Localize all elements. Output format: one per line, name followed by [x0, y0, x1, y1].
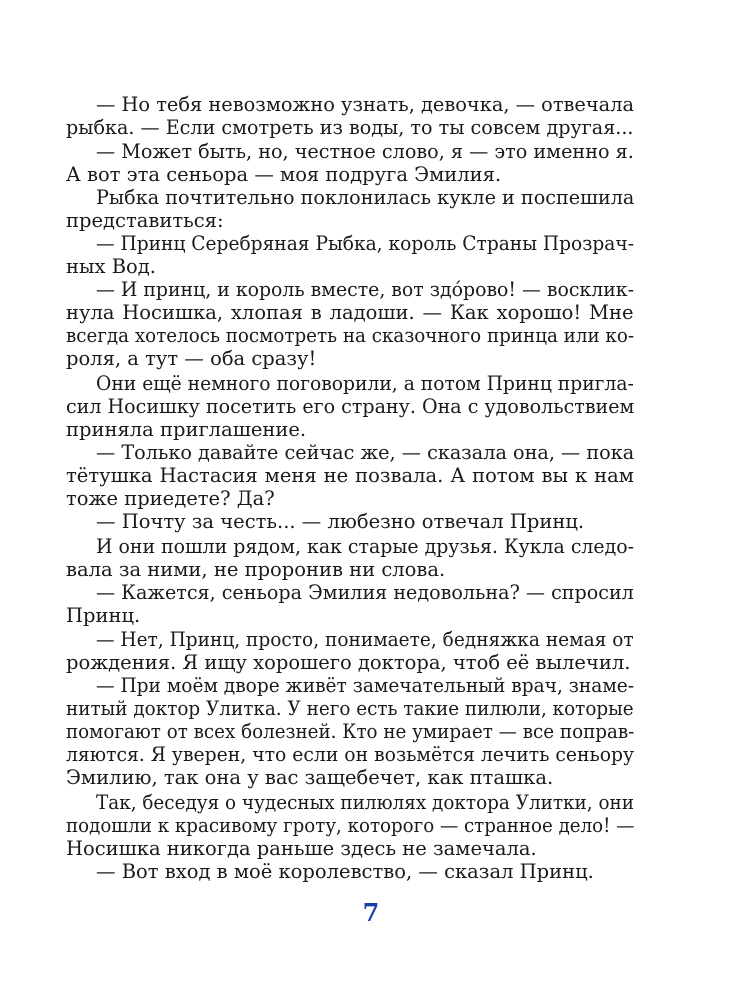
- text-line: — Только давайте сейчас же, — сказала она, — пока: [96, 441, 635, 464]
- text-line: — Вот вход в моё королевство, — сказал Принц.: [96, 860, 594, 883]
- text-line: подошли к красивому гроту, которого — странное дело! —: [66, 814, 635, 837]
- text-line: рыбка. — Если смотреть из воды, то ты совсем другая...: [66, 116, 634, 139]
- text-line: И они пошли рядом, как старые друзья. Кукла следо-: [96, 535, 635, 558]
- text-line: ляются. Я уверен, что если он возьмётся лечить сеньору: [66, 743, 635, 766]
- text-line: — Нет, Принц, просто, понимаете, бедняжка немая от: [96, 628, 634, 651]
- text-line: — Может быть, но, честное слово, я — это именно я.: [96, 140, 634, 163]
- text-line: вала за ними, не проронив ни слова.: [66, 558, 446, 581]
- text-line: Эмилию, так она у вас защебечет, как пташка.: [66, 766, 554, 789]
- text-line: А вот эта сеньора — моя подруга Эмилия.: [66, 163, 502, 186]
- text-line: — Кажется, сеньора Эмилия недовольна? — спросил: [96, 581, 634, 604]
- text-line: нитый доктор Улитка. У него есть такие пилюли, которые: [66, 697, 634, 720]
- text-line: — И принц, и король вместе, вот здо́рово! — восклик-: [96, 278, 634, 301]
- text-line: приняла приглашение.: [66, 418, 307, 441]
- text-line: Так, беседуя о чудесных пилюлях доктора Улитки, они: [96, 791, 635, 814]
- text-line: рождения. Я ищу хорошего доктора, чтоб её вылечил.: [66, 651, 631, 674]
- text-line: Рыбка почтительно поклонилась кукле и поспешила: [96, 186, 635, 209]
- text-line: — При моём дворе живёт замечательный врач, знаме-: [96, 674, 635, 697]
- text-line: всегда хотелось посмотреть на сказочного принца или ко-: [66, 324, 635, 347]
- text-line: помогают от всех болезней. Кто не умирает — все поправ-: [66, 720, 635, 743]
- text-line: Принц.: [66, 604, 141, 627]
- text-line: роля, а тут — оба сразу!: [66, 347, 317, 370]
- text-line: представиться:: [66, 209, 224, 232]
- text-line: Носишка никогда раньше здесь не замечала.: [66, 837, 537, 860]
- text-line: тоже приедете? Да?: [66, 487, 275, 510]
- text-line: — Принц Серебряная Рыбка, король Страны Прозрач-: [96, 232, 634, 255]
- text-line: ных Вод.: [66, 255, 156, 278]
- text-line: сил Носишку посетить его страну. Она с удовольствием: [66, 395, 635, 418]
- page-number: 7: [362, 898, 380, 927]
- text-line: нула Носишка, хлопая в ладоши. — Как хорошо! Мне: [66, 301, 634, 324]
- text-line: — Но тебя невозможно узнать, девочка, — отвечала: [96, 93, 635, 116]
- text-line: Они ещё немного поговорили, а потом Принц пригла-: [96, 372, 634, 395]
- text-line: тётушка Настасия меня не позвала. А потом вы к нам: [66, 464, 634, 487]
- text-line: — Почту за честь... — любезно отвечал Принц.: [96, 510, 585, 533]
